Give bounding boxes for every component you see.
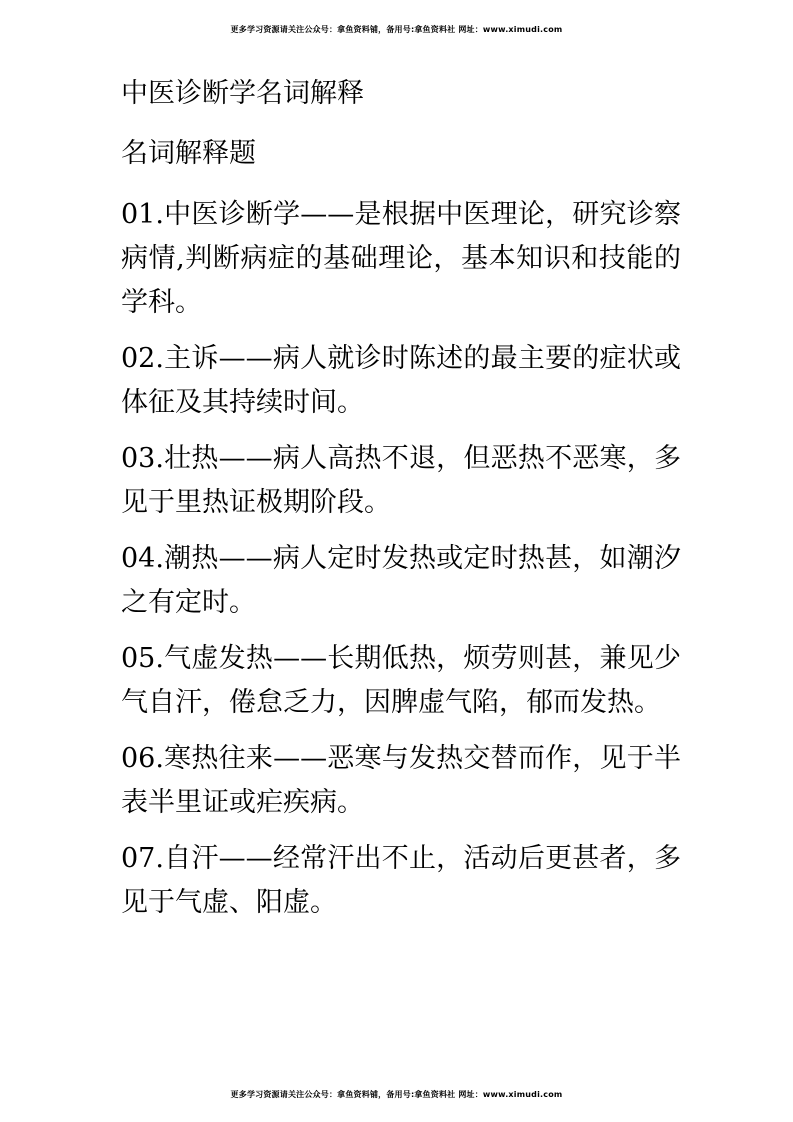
term-entry: 01.中医诊断学——是根据中医理论，研究诊察病情,判断病症的基础理论，基本知识和技能的学科。 [121, 199, 681, 318]
term-list [121, 193, 681, 937]
term-entry: 02.主诉——病人就诊时陈述的最主要的症状或体征及其持续时间。 [121, 343, 681, 418]
document-title: 中医诊断学名词解释 [121, 78, 364, 109]
section-heading: 名词解释题 [121, 138, 256, 169]
page-footer: 更多学习资源请关注公众号：拿鱼资料铺，备用号:拿鱼资料社 网址：www.ximudi.com [230, 1090, 563, 1099]
page-header: 更多学习资源请关注公众号：拿鱼资料铺，备用号:拿鱼资料社 网址：www.ximudi.com [230, 25, 563, 34]
term-entry: 07.自汗——经常汗出不止，活动后更甚者，多见于气虚、阳虚。 [121, 843, 681, 918]
term-entry: 05.气虚发热——长期低热，烦劳则甚，兼见少气自汗，倦怠乏力，因脾虚气陷，郁而发热。 [121, 643, 681, 718]
term-entry: 03.壮热——病人高热不退，但恶热不恶寒，多见于里热证极期阶段。 [121, 443, 681, 518]
term-entry: 06.寒热往来——恶寒与发热交替而作，见于半表半里证或疟疾病。 [121, 743, 681, 818]
term-entry: 04.潮热——病人定时发热或定时热甚，如潮汐之有定时。 [121, 543, 681, 618]
